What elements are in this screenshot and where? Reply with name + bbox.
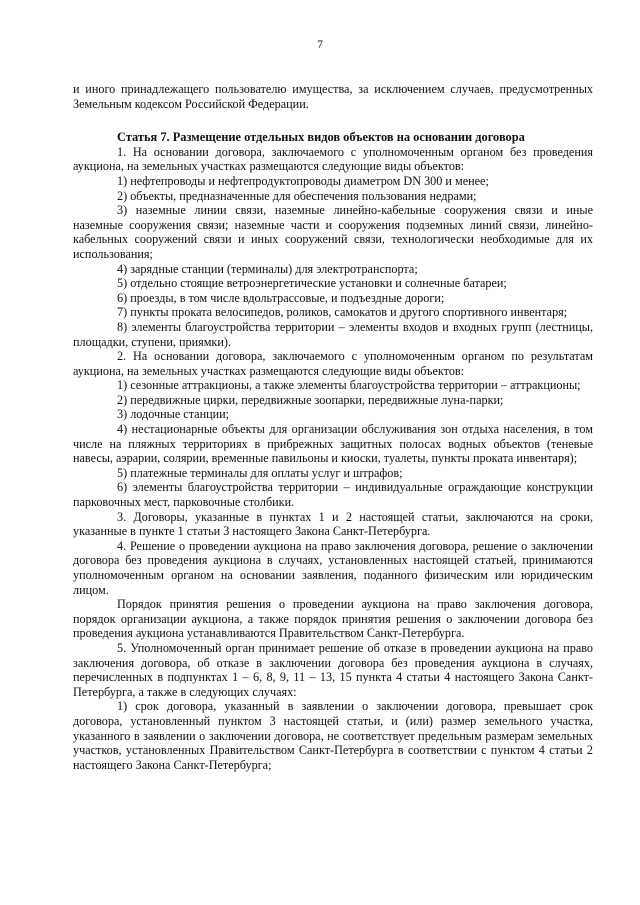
document-body (73, 82, 593, 772)
list-item: 4) зарядные станции (терминалы) для электротранспорта; (117, 261, 418, 276)
list-item: 7) пункты проката велосипедов, роликов, самокатов и другого спортивного инвентаря; (117, 305, 568, 320)
list-item: 5) отдельно стоящие ветроэнергетические установки и солнечные батареи; (117, 276, 507, 291)
list-item: 1) нефтепроводы и нефтепродуктопроводы диаметром DN 300 и менее; (117, 173, 489, 188)
list-item: 3) наземные линии связи, наземные линейно-кабельные сооружения связи и иные наземные сооружения связи; наземные части и сооружения подземных линий связи, линейно-кабельных сооружений связи и иных сооружений связи, технологически необходимые для их использования; (73, 203, 593, 261)
list-item: 5) платежные терминалы для оплаты услуг и штрафов; (117, 465, 403, 480)
article-paragraph: Порядок принятия решения о проведении аукциона на право заключения договора, порядок организации аукциона, а также порядок принятия решения о заключении договора без проведения аукциона устанавливаются Правительством Санкт-Петербурга. (73, 597, 593, 641)
list-item: 1) сезонные аттракционы, а также элементы благоустройства территории – аттракционы; (117, 378, 581, 393)
article-paragraph: 3. Договоры, указанные в пунктах 1 и 2 настоящей статьи, заключаются на сроки, указанные в пункте 1 статьи 3 настоящего Закона Санкт-Петербурга. (73, 509, 593, 539)
list-item: 1) срок договора, указанный в заявлении о заключении договора, превышает срок договора, установленный пунктом 3 настоящей статьи, и (или) размер земельного участка, указанного в заявлении о заключении договора, не соответствует предельным размерам земельных участков, установленных Правительством Санкт-Петербурга в соответствии с пунктом 4 статьи 2 настоящего Закона Санкт-Петербурга; (73, 699, 593, 772)
list-item: 3) лодочные станции; (117, 407, 230, 422)
list-item: 6) элементы благоустройства территории – индивидуальные ограждающие конструкции парковочных мест, парковочные столбики. (73, 480, 593, 510)
article-paragraph: 4. Решение о проведении аукциона на право заключения договора, решение о заключении договора без проведения аукциона в случаях, установленных настоящей статьей, принимаются уполномоченным органом на основании заявления, поданного физическим или юридическим лицом. (73, 538, 593, 597)
list-item: 6) проезды, в том числе вдольтрассовые, и подъездные дороги; (117, 290, 445, 305)
list-item: 8) элементы благоустройства территории – элементы входов и входных групп (лестницы, площадки, ступени, приямки). (73, 319, 593, 349)
list-item: 2) передвижные цирки, передвижные зоопарки, передвижные луна-парки; (117, 392, 504, 407)
intro-paragraph: и иного принадлежащего пользователю имущества, за исключением случаев, предусмотренных Земельным кодексом Российской Федерации. (73, 82, 593, 111)
article-paragraph: 5. Уполномоченный орган принимает решение об отказе в проведении аукциона на право заключения договора, об отказе в заключении договора без проведения аукциона в случаях, перечисленных в подпунктах 1 – 6, 8, 9, 11 – 13, 15 пункта 4 статьи 4 настоящего Закона Санкт-Петербурга, а также в следующих случаях: (73, 640, 593, 699)
page-number: 7 (317, 39, 323, 51)
article-heading: Статья 7. Размещение отдельных видов объектов на основании договора (117, 130, 525, 145)
article-paragraph: 2. На основании договора, заключаемого с уполномоченным органом по результатам аукциона, на земельных участках размещаются следующие виды объектов: (73, 349, 593, 378)
list-item: 4) нестационарные объекты для организации обслуживания зон отдыха населения, в том числе на пляжных территориях в прибрежных защитных полосах водных объектов (теневые навесы, аэрарии, солярии, временные павильоны и киоски, туалеты, пункты проката инвентаря); (73, 422, 593, 466)
article-paragraph: 1. На основании договора, заключаемого с уполномоченным органом без проведения аукциона, на земельных участках размещаются следующие виды объектов: (73, 144, 593, 174)
list-item: 2) объекты, предназначенные для обеспечения пользования недрами; (117, 188, 477, 203)
